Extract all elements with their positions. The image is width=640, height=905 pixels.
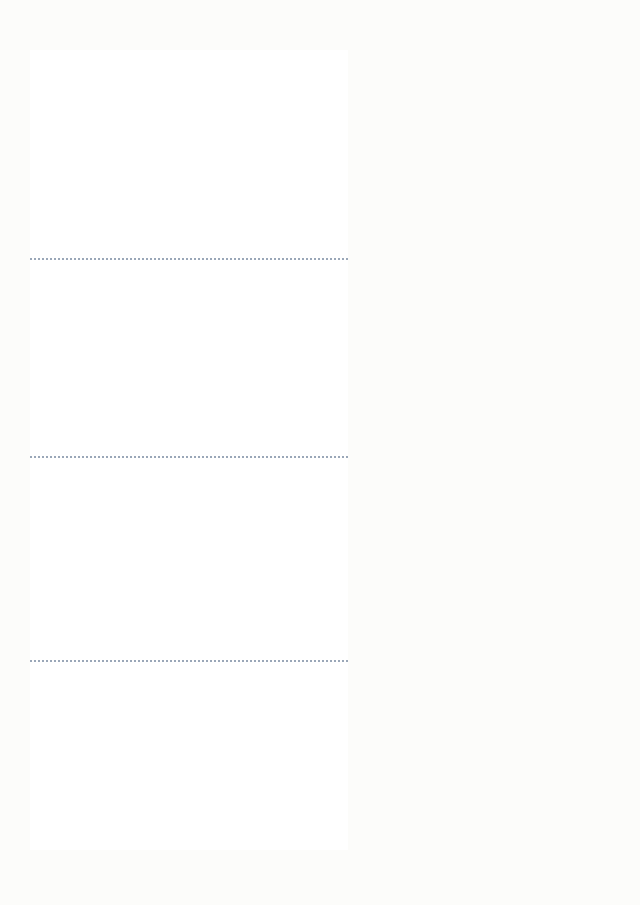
- pie-charts-top: [30, 50, 348, 260]
- pie-charts-middle: [30, 263, 348, 458]
- charts-column: [30, 50, 348, 850]
- divider: [30, 660, 348, 662]
- page-footer: [30, 868, 40, 882]
- divider: [30, 456, 348, 458]
- article-text-block-3: [358, 460, 618, 655]
- article-text-block-4: [358, 665, 618, 850]
- divider: [30, 258, 348, 260]
- bar-chart-destinations: [30, 460, 348, 660]
- bar-chart-references: [30, 665, 348, 870]
- article-text-block-2: [358, 262, 528, 452]
- article-text-block-1: [358, 60, 528, 250]
